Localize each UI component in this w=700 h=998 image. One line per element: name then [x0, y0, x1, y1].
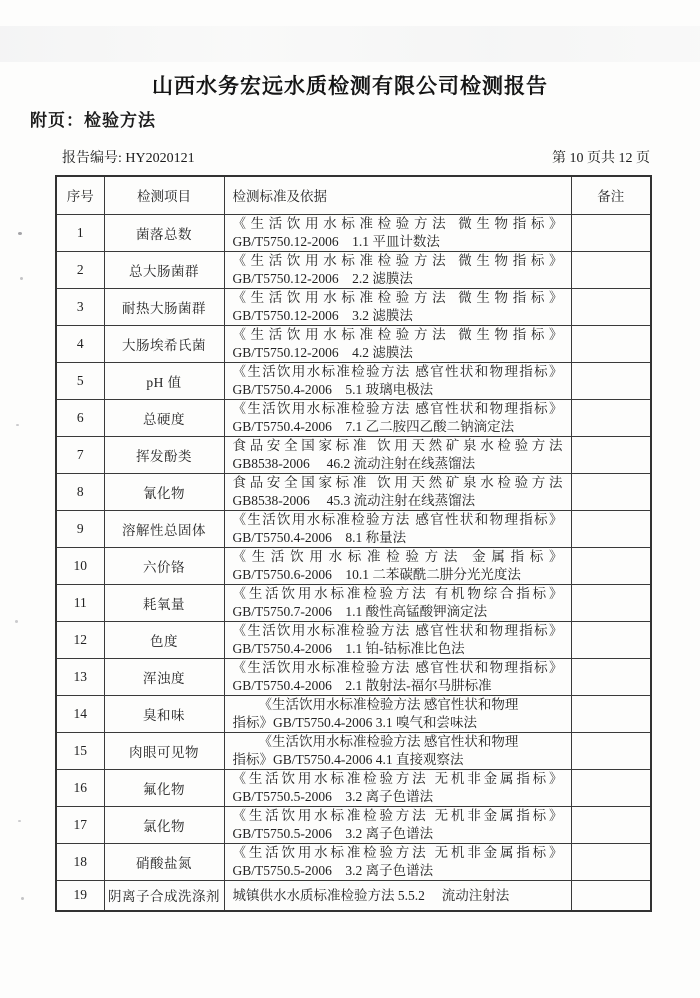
row-number-cell: 17 — [56, 806, 104, 843]
row-number-cell: 16 — [56, 769, 104, 806]
row-number-cell: 2 — [56, 251, 104, 288]
item-label: 氰化物 — [143, 485, 185, 501]
item-cell — [104, 399, 224, 436]
item-cell — [104, 843, 224, 880]
page-subtitle: 附页：检验方法 — [30, 111, 156, 130]
note-cell — [571, 695, 651, 732]
standard-cell — [224, 584, 571, 621]
report-number: 报告编号: HY2020121 — [62, 151, 195, 166]
standard-cell — [224, 325, 571, 362]
row-number-cell: 14 — [56, 695, 104, 732]
standard-cell — [224, 621, 571, 658]
row-number-cell: 6 — [56, 399, 104, 436]
standard-line-1: 《生活饮用水标准检验方法 无机非金属指标》 — [232, 845, 563, 860]
standard-line-2: GB/T5750.4-2006 8.1 称量法 — [232, 529, 407, 545]
note-cell — [571, 806, 651, 843]
standard-cell — [224, 732, 571, 769]
note-cell — [571, 769, 651, 806]
standard-line-1: 《生活饮用水标准检验方法 金属指标》 — [232, 549, 563, 564]
table-row — [56, 547, 651, 584]
standard-line-2: GB/T5750.4-2006 7.1 乙二胺四乙酸二钠滴定法 — [232, 418, 515, 434]
note-cell — [571, 880, 651, 911]
note-cell — [571, 547, 651, 584]
table-row — [56, 769, 651, 806]
standard-line-1: 食品安全国家标准 饮用天然矿泉水检验方法 — [232, 475, 563, 490]
standard-line-2: GB/T5750.6-2006 10.1 二苯碳酰二肼分光光度法 — [232, 566, 521, 582]
item-cell — [104, 214, 224, 251]
standard-line-1: 《生活饮用水标准检验方法 感官性状和物理 — [258, 734, 519, 749]
header-no: 序号 — [56, 176, 104, 214]
methods-table-wrap — [55, 175, 652, 912]
standard-cell — [224, 880, 571, 911]
item-label: 溶解性总固体 — [122, 522, 206, 538]
standard-line-2: GB/T5750.12-2006 1.1 平皿计数法 — [232, 233, 440, 249]
item-label: pH 值 — [146, 374, 182, 390]
item-cell — [104, 436, 224, 473]
standard-cell — [224, 288, 571, 325]
table-row — [56, 288, 651, 325]
standard-line-2: 指标》GB/T5750.4-2006 3.1 嗅气和尝味法 — [232, 714, 477, 730]
standard-line-2: 指标》GB/T5750.4-2006 4.1 直接观察法 — [232, 751, 464, 767]
table-row — [56, 732, 651, 769]
table-row — [56, 251, 651, 288]
header-item: 检测项目 — [104, 176, 224, 214]
item-label: 色度 — [150, 633, 178, 649]
standard-line-1: 《生活饮用水标准检验方法 微生物指标》 — [232, 290, 563, 305]
standard-line-1: 《生活饮用水标准检验方法 微生物指标》 — [232, 327, 563, 342]
standard-line-1: 《生活饮用水标准检验方法 无机非金属指标》 — [232, 771, 563, 786]
standard-line-1: 城镇供水水质标准检验方法 5.5.2 流动注射法 — [232, 887, 510, 903]
row-number-cell: 9 — [56, 510, 104, 547]
methods-table — [55, 175, 652, 912]
table-row — [56, 436, 651, 473]
row-number-cell: 12 — [56, 621, 104, 658]
item-cell — [104, 547, 224, 584]
standard-line-1: 《生活饮用水标准检验方法 感官性状和物理指标》 — [232, 660, 563, 675]
note-cell — [571, 214, 651, 251]
standard-line-1: 《生活饮用水标准检验方法 微生物指标》 — [232, 216, 563, 231]
table-row — [56, 843, 651, 880]
methods-table-body — [56, 214, 651, 911]
row-number-cell: 13 — [56, 658, 104, 695]
item-label: 氟化物 — [143, 781, 185, 797]
standard-line-2: GB/T5750.4-2006 1.1 铂-钴标准比色法 — [232, 640, 465, 656]
note-cell — [571, 325, 651, 362]
note-cell — [571, 658, 651, 695]
standard-line-1: 《生活饮用水标准检验方法 感官性状和物理指标》 — [232, 401, 563, 416]
table-row — [56, 325, 651, 362]
standard-line-2: GB/T5750.12-2006 4.2 滤膜法 — [232, 344, 413, 360]
page-indicator: 第 10 页共 12 页 — [552, 151, 650, 166]
row-number-cell: 4 — [56, 325, 104, 362]
note-cell — [571, 843, 651, 880]
row-number-cell: 1 — [56, 214, 104, 251]
table-header-row — [56, 176, 651, 214]
item-cell — [104, 325, 224, 362]
table-row — [56, 473, 651, 510]
standard-line-2: GB/T5750.12-2006 2.2 滤膜法 — [232, 270, 413, 286]
standard-cell — [224, 695, 571, 732]
note-cell — [571, 288, 651, 325]
row-number-cell: 10 — [56, 547, 104, 584]
item-cell — [104, 584, 224, 621]
item-label: 耐热大肠菌群 — [122, 300, 206, 316]
item-cell — [104, 732, 224, 769]
standard-line-1: 《生活饮用水标准检验方法 感官性状和物理指标》 — [232, 364, 563, 379]
item-cell — [104, 695, 224, 732]
standard-cell — [224, 806, 571, 843]
table-row — [56, 806, 651, 843]
table-row — [56, 399, 651, 436]
row-number-cell: 3 — [56, 288, 104, 325]
item-cell — [104, 362, 224, 399]
scan-speck — [18, 820, 21, 822]
item-label: 总大肠菌群 — [129, 263, 199, 279]
standard-line-2: GB/T5750.4-2006 2.1 散射法-福尔马肼标准 — [232, 677, 492, 693]
item-cell — [104, 658, 224, 695]
row-number-cell: 15 — [56, 732, 104, 769]
row-number-cell: 7 — [56, 436, 104, 473]
standard-line-2: GB/T5750.5-2006 3.2 离子色谱法 — [232, 862, 434, 878]
standard-cell — [224, 214, 571, 251]
note-cell — [571, 399, 651, 436]
scan-speck — [15, 620, 18, 623]
note-cell — [571, 362, 651, 399]
item-cell — [104, 769, 224, 806]
item-label: 大肠埃希氏菌 — [122, 337, 206, 353]
item-cell — [104, 473, 224, 510]
standard-cell — [224, 510, 571, 547]
standard-line-1: 《生活饮用水标准检验方法 感官性状和物理指标》 — [232, 623, 563, 638]
row-number-cell: 11 — [56, 584, 104, 621]
standard-cell — [224, 362, 571, 399]
table-row — [56, 695, 651, 732]
standard-line-2: GB/T5750.12-2006 3.2 滤膜法 — [232, 307, 413, 323]
item-cell — [104, 880, 224, 911]
standard-line-1: 《生活饮用水标准检验方法 无机非金属指标》 — [232, 808, 563, 823]
standard-cell — [224, 473, 571, 510]
standard-cell — [224, 436, 571, 473]
standard-line-2: GB/T5750.5-2006 3.2 离子色谱法 — [232, 788, 434, 804]
standard-cell — [224, 547, 571, 584]
note-cell — [571, 251, 651, 288]
note-cell — [571, 510, 651, 547]
item-cell — [104, 288, 224, 325]
item-label: 硝酸盐氮 — [136, 855, 192, 871]
item-cell — [104, 621, 224, 658]
standard-line-2: GB8538-2006 45.3 流动注射在线蒸馏法 — [232, 492, 476, 508]
row-number-cell: 19 — [56, 880, 104, 911]
table-row — [56, 510, 651, 547]
standard-line-2: GB/T5750.5-2006 3.2 离子色谱法 — [232, 825, 434, 841]
standard-line-2: GB8538-2006 46.2 流动注射在线蒸馏法 — [232, 455, 476, 471]
standard-line-2: GB/T5750.7-2006 1.1 酸性高锰酸钾滴定法 — [232, 603, 488, 619]
row-number-cell: 18 — [56, 843, 104, 880]
scan-artifact-band — [0, 26, 700, 62]
item-label: 氯化物 — [143, 818, 185, 834]
standard-cell — [224, 658, 571, 695]
item-label: 菌落总数 — [136, 226, 192, 242]
table-row — [56, 362, 651, 399]
standard-cell — [224, 843, 571, 880]
item-label: 耗氧量 — [143, 596, 185, 612]
table-row — [56, 214, 651, 251]
note-cell — [571, 732, 651, 769]
scan-speck — [20, 277, 23, 280]
scan-speck — [16, 424, 19, 426]
row-number-cell: 5 — [56, 362, 104, 399]
note-cell — [571, 584, 651, 621]
standard-line-2: GB/T5750.4-2006 5.1 玻璃电极法 — [232, 381, 434, 397]
item-label: 臭和味 — [143, 707, 185, 723]
note-cell — [571, 473, 651, 510]
item-label: 肉眼可见物 — [129, 744, 199, 760]
row-number-cell: 8 — [56, 473, 104, 510]
table-row — [56, 880, 651, 911]
standard-line-1: 《生活饮用水标准检验方法 感官性状和物理 — [258, 697, 519, 712]
standard-line-1: 《生活饮用水标准检验方法 有机物综合指标》 — [232, 586, 563, 601]
item-label: 六价铬 — [143, 559, 185, 575]
standard-cell — [224, 399, 571, 436]
item-cell — [104, 510, 224, 547]
scan-speck — [21, 897, 24, 900]
table-row — [56, 658, 651, 695]
note-cell — [571, 436, 651, 473]
table-row — [56, 621, 651, 658]
page-title: 山西水务宏远水质检测有限公司检测报告 — [152, 75, 548, 98]
standard-line-1: 食品安全国家标准 饮用天然矿泉水检验方法 — [232, 438, 563, 453]
item-cell — [104, 806, 224, 843]
standard-line-1: 《生活饮用水标准检验方法 感官性状和物理指标》 — [232, 512, 563, 527]
header-standard: 检测标准及依据 — [224, 176, 571, 214]
item-cell — [104, 251, 224, 288]
item-label: 浑浊度 — [143, 670, 185, 686]
standard-line-1: 《生活饮用水标准检验方法 微生物指标》 — [232, 253, 563, 268]
item-label: 挥发酚类 — [136, 448, 192, 464]
note-cell — [571, 621, 651, 658]
header-note: 备注 — [571, 176, 651, 214]
item-label: 阴离子合成洗涤剂 — [108, 889, 220, 905]
standard-cell — [224, 251, 571, 288]
item-label: 总硬度 — [143, 411, 185, 427]
standard-cell — [224, 769, 571, 806]
table-row — [56, 584, 651, 621]
scan-speck — [18, 232, 22, 235]
